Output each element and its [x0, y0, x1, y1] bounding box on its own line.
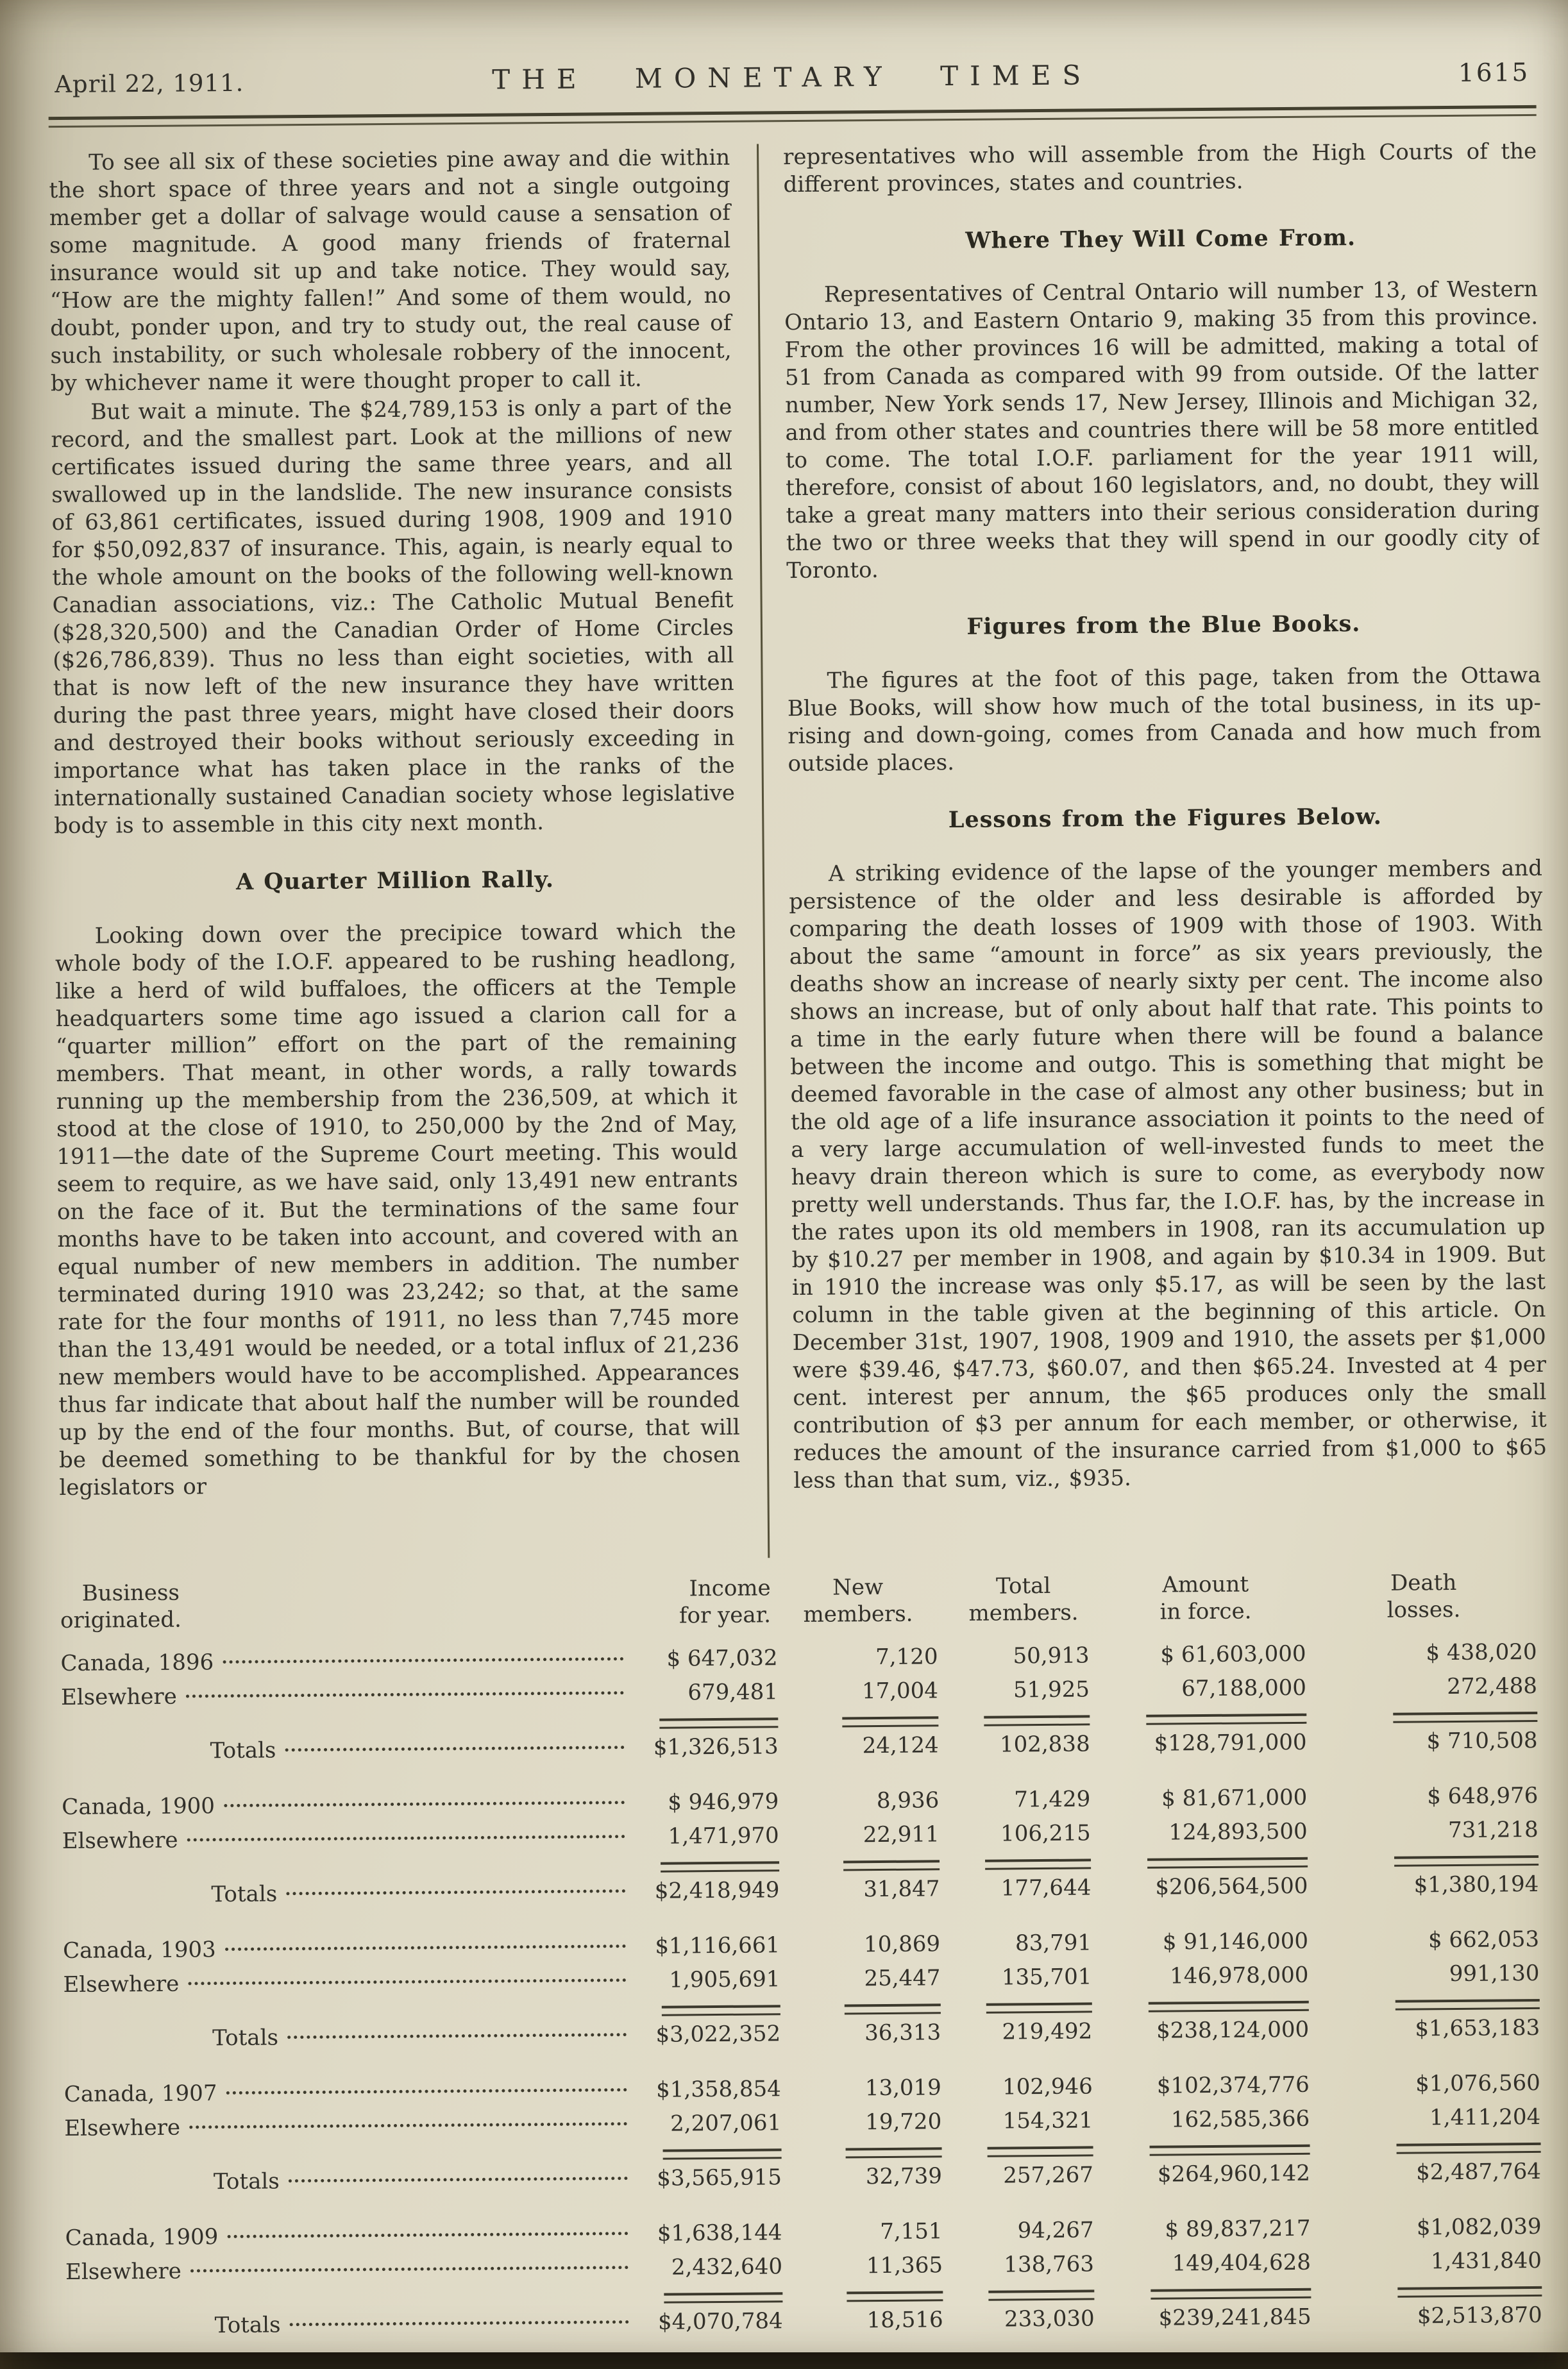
row-label: Canada, 1900 — [62, 1793, 215, 1821]
rule-cell — [1315, 2143, 1553, 2155]
row-label: Totals — [213, 2168, 280, 2195]
double-rule — [1397, 2143, 1541, 2154]
dotted-leader — [227, 2232, 628, 2238]
row-label: Canada, 1909 — [65, 2224, 219, 2252]
column-header-total-members — [958, 1572, 1106, 1627]
row-label-cell — [66, 2309, 637, 2339]
page-content — [48, 56, 1554, 2354]
row-label: Canada, 1903 — [62, 1937, 216, 1964]
table-group — [63, 1926, 1551, 2066]
dotted-leader — [188, 1978, 626, 1985]
new-members-value: 22,911 — [863, 1821, 940, 1848]
new-members-value: 8,936 — [876, 1787, 940, 1814]
rule-spacer — [62, 1867, 633, 1872]
double-rule — [1394, 1855, 1538, 1867]
double-rule — [847, 2291, 943, 2302]
table-group — [64, 2070, 1553, 2210]
double-rule — [1393, 1712, 1537, 1723]
row-label: Canada, 1896 — [60, 1649, 214, 1677]
new-members-value: 7,120 — [875, 1644, 938, 1671]
row-label-cell — [61, 1680, 632, 1710]
column-header-line: originated. — [60, 1606, 181, 1634]
rule-cell — [1313, 1855, 1550, 1867]
dotted-leader — [187, 1835, 625, 1841]
table-group — [65, 2214, 1553, 2354]
income-value: $1,358,854 — [656, 2076, 781, 2103]
new-members-value: 11,365 — [866, 2252, 943, 2279]
total-members-value: 50,913 — [1013, 1642, 1090, 1669]
new-members-value: 32,739 — [865, 2163, 943, 2190]
right-column — [783, 138, 1547, 1558]
new-members-value: 24,124 — [862, 1732, 939, 1759]
income-value: $3,565,915 — [657, 2164, 782, 2191]
column-header-line: Death — [1390, 1569, 1457, 1596]
double-rule — [988, 2289, 1094, 2300]
row-label-cell — [65, 2166, 636, 2196]
total-members-value: 106,215 — [1000, 1820, 1091, 1847]
death-losses-value: $ 662,053 — [1428, 1926, 1540, 1953]
paragraph: representatives who will assemble from the High Courts of the different provinces, states and countries. — [783, 138, 1537, 198]
double-rule — [1147, 1857, 1308, 1869]
publication-title: THE MONETARY TIMES — [492, 59, 1093, 96]
column-header-line: Business — [81, 1580, 180, 1606]
column-divider-rule — [757, 144, 770, 1558]
row-label-cell — [60, 1646, 631, 1676]
paragraph: Representatives of Central Ontario will number 13, of Western Ontario 13, and Eastern Ontario 9, making 35 from this province. From the other provinces 16 will be admitted, making a total of 51 from Canada as compared with 99 from outside. Of the latter number, New York sends 17, New Jersey, Illinois and Michigan 32, and from other states and countries there will be 58 more entitled to come. The total I.O.F. parliament for the year 1911 will, therefore, consist of about 160 legislators, and, no doubt, they will take a great many matters into their serious consideration during the two or three weeks that they will spend in our goodly city of Toronto. — [784, 276, 1540, 584]
income-value: $1,326,513 — [653, 1733, 779, 1760]
amount-in-force-value: $264,960,142 — [1157, 2160, 1311, 2188]
row-label: Elsewhere — [62, 1827, 178, 1855]
row-label-cell — [63, 2022, 634, 2052]
amount-in-force-value: $239,241,845 — [1158, 2304, 1311, 2331]
rule-cell — [636, 2148, 783, 2160]
rule-cell — [1110, 2145, 1315, 2157]
total-members-value: 154,321 — [1002, 2107, 1093, 2134]
column-header-line: members. — [803, 1601, 913, 1628]
double-rule — [988, 2146, 1093, 2157]
column-header-line: New — [832, 1574, 884, 1601]
paragraph: To see all six of these societies pine away and die within the short space of three years and not a single outgoing member get a dollar of salvage would cause a sensation of some magnitude. A good many friends of fraternal insurance would sit up and take notice. They would say, “How are the mighty fallen!” And some of them would, no doubt, ponder upon, and try to study out, the real cause of such instability, or such wholesale robbery of the innocent, by whichever name it were thought proper to call it. — [49, 144, 732, 397]
table-totals-row — [65, 2159, 1553, 2210]
column-header-line: Income — [689, 1575, 771, 1602]
double-rule — [659, 1717, 778, 1728]
income-value: 1,471,970 — [668, 1823, 779, 1850]
row-label-cell — [62, 1878, 633, 1909]
new-members-value: 31,847 — [863, 1876, 940, 1903]
rule-cell — [963, 2146, 1110, 2157]
column-header-line: for year. — [679, 1602, 771, 1629]
double-rule — [842, 1716, 938, 1727]
income-value: $ 946,979 — [668, 1789, 779, 1816]
amount-in-force-value: $238,124,000 — [1156, 2016, 1310, 2044]
section-heading: Where They Will Come From. — [965, 224, 1356, 254]
total-members-value: 83,791 — [1015, 1930, 1092, 1957]
scan-bottom-edge — [0, 2352, 1568, 2369]
rule-cell — [1316, 2286, 1553, 2298]
column-header-line: losses. — [1387, 1596, 1461, 1623]
rule-cell — [1311, 1712, 1549, 1724]
dotted-leader — [289, 2320, 628, 2326]
left-column — [49, 144, 741, 1564]
rule-cell — [963, 2289, 1111, 2301]
row-label-cell — [63, 1934, 634, 1964]
death-losses-value: $ 710,508 — [1426, 1727, 1538, 1755]
row-label: Canada, 1907 — [63, 2080, 217, 2108]
new-members-value: 36,313 — [864, 2019, 941, 2046]
rule-cell — [779, 1716, 959, 1728]
row-label-cell — [62, 1735, 632, 1765]
row-label-cell — [65, 2221, 636, 2251]
rule-cell — [1314, 1999, 1551, 2011]
double-rule — [984, 1715, 1090, 1726]
table-totals-row — [66, 2302, 1554, 2354]
death-losses-value: $ 438,020 — [1426, 1639, 1537, 1666]
income-value: $1,116,661 — [655, 1932, 780, 1959]
row-label: Totals — [210, 1737, 276, 1764]
death-losses-value: 1,411,204 — [1429, 2103, 1541, 2131]
paragraph: Looking down over the precipice toward which the whole body of the I.O.F. appeared to be rushing headlong, like a herd of wild buffaloes, the officers at the Temple headquarters some time ago issued a clarion call for a “quarter million” effort on the part of the remaining members. That meant, in other words, a rally towards running up the membership from the 236,509, at which it stood at the close of 1910, to 250,000 by the 2nd of May, 1911—the date of the Supreme Court meeting. This would seem to require, as we have said, only 13,491 new entrants on the face of it. But the terminations of the same four months have to be taken into account, and covered with an equal number of new members in addition. The number terminated during 1910 was 23,242; so that, at the same rate for the four months of 1911, no less than 7,745 more than the 13,491 would be needed, or a total influx of 21,236 new members would have to be accomplished. Appearances thus far indicate that about half the number will be rounded up by the end of the four months. But, of course, that will be deemed something to be thankful for by the chosen legislators or — [55, 918, 741, 1501]
section-heading: Figures from the Blue Books. — [966, 611, 1361, 640]
double-rule — [985, 1859, 1091, 1869]
rule-cell — [634, 2005, 782, 2016]
death-losses-value: 991,130 — [1449, 1960, 1540, 1987]
rule-cell — [633, 1861, 780, 1873]
double-rule — [846, 2147, 942, 2158]
income-value: $1,638,144 — [657, 2220, 782, 2247]
issue-date: April 22, 1911. — [55, 69, 244, 99]
dotted-leader — [186, 1691, 624, 1698]
rule-cell — [632, 1717, 779, 1729]
rule-cell — [784, 2291, 963, 2302]
column-header-amount-in-force — [1106, 1571, 1311, 1626]
row-label-cell — [64, 2077, 635, 2107]
new-members-value: 18,516 — [866, 2307, 943, 2334]
column-header-new-members — [779, 1573, 959, 1628]
amount-in-force-value: 162,585,366 — [1170, 2105, 1310, 2133]
amount-in-force-value: $128,791,000 — [1154, 1729, 1307, 1757]
column-header-line: members. — [968, 1599, 1079, 1626]
table-header-row — [60, 1569, 1549, 1634]
row-label-cell — [62, 1790, 632, 1820]
row-label-cell — [65, 2255, 636, 2285]
column-header-death-losses — [1311, 1569, 1549, 1624]
row-label-cell — [64, 2111, 635, 2141]
dotted-leader — [226, 2088, 627, 2095]
rule-cell — [1109, 2001, 1314, 2013]
double-rule — [1150, 2145, 1310, 2156]
table-totals-row — [62, 1728, 1549, 1779]
page-number: 1615 — [1458, 58, 1530, 88]
column-header-line: in force. — [1159, 1598, 1252, 1625]
row-label-cell — [62, 1824, 633, 1854]
dotted-leader — [223, 1657, 623, 1664]
income-value: $4,070,784 — [657, 2308, 783, 2335]
dotted-leader — [289, 2177, 628, 2182]
rule-cell — [780, 1860, 960, 1871]
column-header-line: Amount — [1162, 1571, 1249, 1598]
death-losses-value: 731,218 — [1447, 1816, 1538, 1844]
table-group — [62, 1783, 1550, 1923]
section-heading: Lessons from the Figures Below. — [948, 803, 1382, 834]
death-losses-value: $2,487,764 — [1416, 2158, 1542, 2186]
row-label: Elsewhere — [60, 1683, 177, 1711]
income-value: 679,481 — [687, 1679, 779, 1706]
double-rule — [986, 2002, 1092, 2013]
amount-in-force-value: $ 61,603,000 — [1160, 1640, 1306, 1668]
total-members-value: 177,644 — [1000, 1875, 1092, 1901]
row-label: Elsewhere — [65, 2258, 181, 2286]
double-rule — [664, 2292, 782, 2303]
dotted-leader — [287, 2033, 627, 2039]
total-members-value: 257,267 — [1003, 2162, 1094, 2189]
table-totals-row — [62, 1871, 1550, 1923]
income-value: 2,432,640 — [671, 2254, 783, 2280]
double-rule — [1397, 2286, 1542, 2298]
new-members-value: 25,447 — [864, 1965, 941, 1992]
new-members-value: 7,151 — [880, 2218, 943, 2245]
row-label: Totals — [212, 2025, 279, 2052]
row-label: Totals — [211, 1881, 278, 1908]
column-header-income — [631, 1574, 779, 1630]
dotted-leader — [286, 1889, 625, 1895]
double-rule — [1149, 2001, 1309, 2012]
death-losses-value: 272,488 — [1447, 1673, 1538, 1700]
table-group — [60, 1639, 1549, 1779]
rule-cell — [1108, 1857, 1313, 1869]
income-value: $ 647,032 — [666, 1645, 778, 1672]
rule-spacer — [65, 2155, 636, 2159]
death-losses-value: $ 648,976 — [1427, 1782, 1538, 1810]
double-rule — [661, 1861, 779, 1872]
paragraph: A striking evidence of the lapse of the younger members and persistence of the older and less desirable is afforded by comparing the death losses of 1909 with those of 1903. With about the same “amount in force” as six years previously, the deaths show an increase of nearly sixty per cent. The income also shows an increase, but of only about half that rate. This points to a time in the early future when there will be found a balance between the income and outgo. This is something that might be deemed favorable in the case of almost any other business; but in the old age of a life insurance association it points to the need of a very large accumulation of well-invested funds to meet the heavy drain thereon which is sure to come, as everybody now pretty well understands. Thus far, the I.O.F. has, by the increase in the rates upon its old members in 1908, ran its accumulation up by $10.27 per member in 1908, and again by $10.34 in 1909. But in 1910 the increase was only $5.17, as will be seen by the last column in the table given at the beginning of this article. On December 31st, 1907, 1908, 1909 and 1910, the assets per $1,000 were $39.46, $47.73, $60.07, and then $65.24. Invested at 4 per cent. interest per annum, the $65 produces only the small contribution of $3 per annum for each member, or otherwise, it reduces the amount of the insurance carried from $1,000 to $65 less than that sum, viz., $935. — [789, 855, 1547, 1494]
paragraph: But wait a minute. The $24,789,153 is only a part of the record, and the smallest part. Look at the millions of new certificates issued during the same three years, and all swallowed up in the landslide. The new insurance consists of 63,861 certificates, issued during 1908, 1909 and 1910 for $50,092,837 of insurance. This, again, is nearly equal to the whole amount on the books of the following well-known Canadian associations, viz.: The Catholic Mutual Benefit ($28,320,500) and the Canadian Order of Home Circles ($26,786,839). Thus no less than eight societies, with all that is now left of the new insurance they have written during the past three years, might have closed their doors and destroyed their books without seriously exceeding in importance what has taken place in the ranks of the internationally sustained Canadian society whose legislative body is to assemble in this city next month. — [51, 394, 736, 839]
double-rule — [663, 2148, 782, 2159]
dotted-leader — [190, 2266, 628, 2272]
income-value: $2,418,949 — [654, 1877, 780, 1904]
total-members-value: 233,030 — [1004, 2306, 1095, 2332]
new-members-value: 17,004 — [861, 1678, 939, 1705]
statistics-table — [60, 1569, 1554, 2354]
rule-cell — [1111, 2288, 1316, 2300]
death-losses-value: 1,431,840 — [1430, 2247, 1542, 2275]
dotted-leader — [225, 1944, 626, 1951]
amount-in-force-value: $ 91,146,000 — [1162, 1928, 1309, 1955]
rule-cell — [636, 2292, 784, 2304]
masthead — [48, 56, 1536, 99]
table-totals-row — [63, 2015, 1551, 2066]
income-value: 2,207,061 — [670, 2110, 782, 2137]
death-losses-value: $1,380,194 — [1413, 1871, 1539, 1898]
masthead-rule — [49, 105, 1537, 128]
paragraph: The figures at the foot of this page, taken from the Ottawa Blue Books, will show how much of the total business, in its up-rising and down-going, comes from Canada and how much from outside places. — [787, 662, 1542, 777]
death-losses-value: $1,076,560 — [1415, 2070, 1540, 2097]
amount-in-force-value: 124,893,500 — [1168, 1818, 1308, 1846]
row-label-cell — [63, 1968, 634, 1998]
new-members-value: 19,720 — [865, 2109, 942, 2136]
double-rule — [845, 2003, 941, 2014]
total-members-value: 94,267 — [1017, 2217, 1094, 2244]
amount-in-force-value: $206,564,500 — [1155, 1873, 1308, 1900]
rule-cell — [961, 2002, 1109, 2014]
rule-cell — [782, 2003, 961, 2015]
dotted-leader — [285, 1746, 624, 1751]
death-losses-value: $1,653,183 — [1415, 2014, 1540, 2042]
total-members-value: 219,492 — [1002, 2018, 1093, 2045]
double-rule — [1151, 2288, 1311, 2300]
column-header-line: Total — [995, 1572, 1051, 1599]
row-label: Elsewhere — [64, 2114, 181, 2142]
amount-in-force-value: $102,374,776 — [1156, 2071, 1310, 2099]
rule-cell — [1106, 1714, 1311, 1726]
new-members-value: 10,869 — [863, 1931, 941, 1958]
amount-in-force-value: 67,188,000 — [1181, 1674, 1307, 1702]
row-label: Elsewhere — [63, 1971, 180, 1998]
rule-spacer — [65, 2298, 636, 2303]
dotted-leader — [189, 2122, 627, 2129]
new-members-value: 13,019 — [864, 2075, 941, 2102]
double-rule — [662, 2005, 780, 2016]
total-members-value: 138,763 — [1004, 2251, 1095, 2278]
rule-cell — [960, 1859, 1108, 1870]
total-members-value: 135,701 — [1001, 1964, 1092, 1991]
amount-in-force-value: 149,404,628 — [1172, 2249, 1311, 2277]
income-value: 1,905,691 — [669, 1966, 780, 1993]
double-rule — [1146, 1714, 1306, 1725]
total-members-value: 102,838 — [999, 1731, 1090, 1758]
section-heading: A Quarter Million Rally. — [235, 866, 555, 895]
amount-in-force-value: $ 81,671,000 — [1161, 1784, 1308, 1812]
death-losses-value: $1,082,039 — [1416, 2213, 1542, 2241]
total-members-value: 51,925 — [1013, 1676, 1090, 1703]
income-value: $3,022,352 — [655, 2021, 781, 2048]
rule-spacer — [63, 2011, 634, 2016]
double-rule — [843, 1860, 940, 1871]
rule-spacer — [61, 1724, 632, 1728]
rule-cell — [959, 1715, 1106, 1726]
death-losses-value: $2,513,870 — [1417, 2302, 1542, 2329]
amount-in-force-value: $ 89,837,217 — [1165, 2215, 1311, 2243]
column-header-business — [60, 1576, 632, 1634]
double-rule — [1395, 1999, 1540, 2011]
dotted-leader — [224, 1801, 625, 1807]
total-members-value: 71,429 — [1014, 1786, 1091, 1813]
rule-cell — [783, 2147, 963, 2159]
article-columns — [49, 138, 1547, 1564]
amount-in-force-value: 146,978,000 — [1169, 1962, 1309, 1989]
row-label: Totals — [214, 2312, 281, 2339]
total-members-value: 102,946 — [1002, 2073, 1093, 2100]
